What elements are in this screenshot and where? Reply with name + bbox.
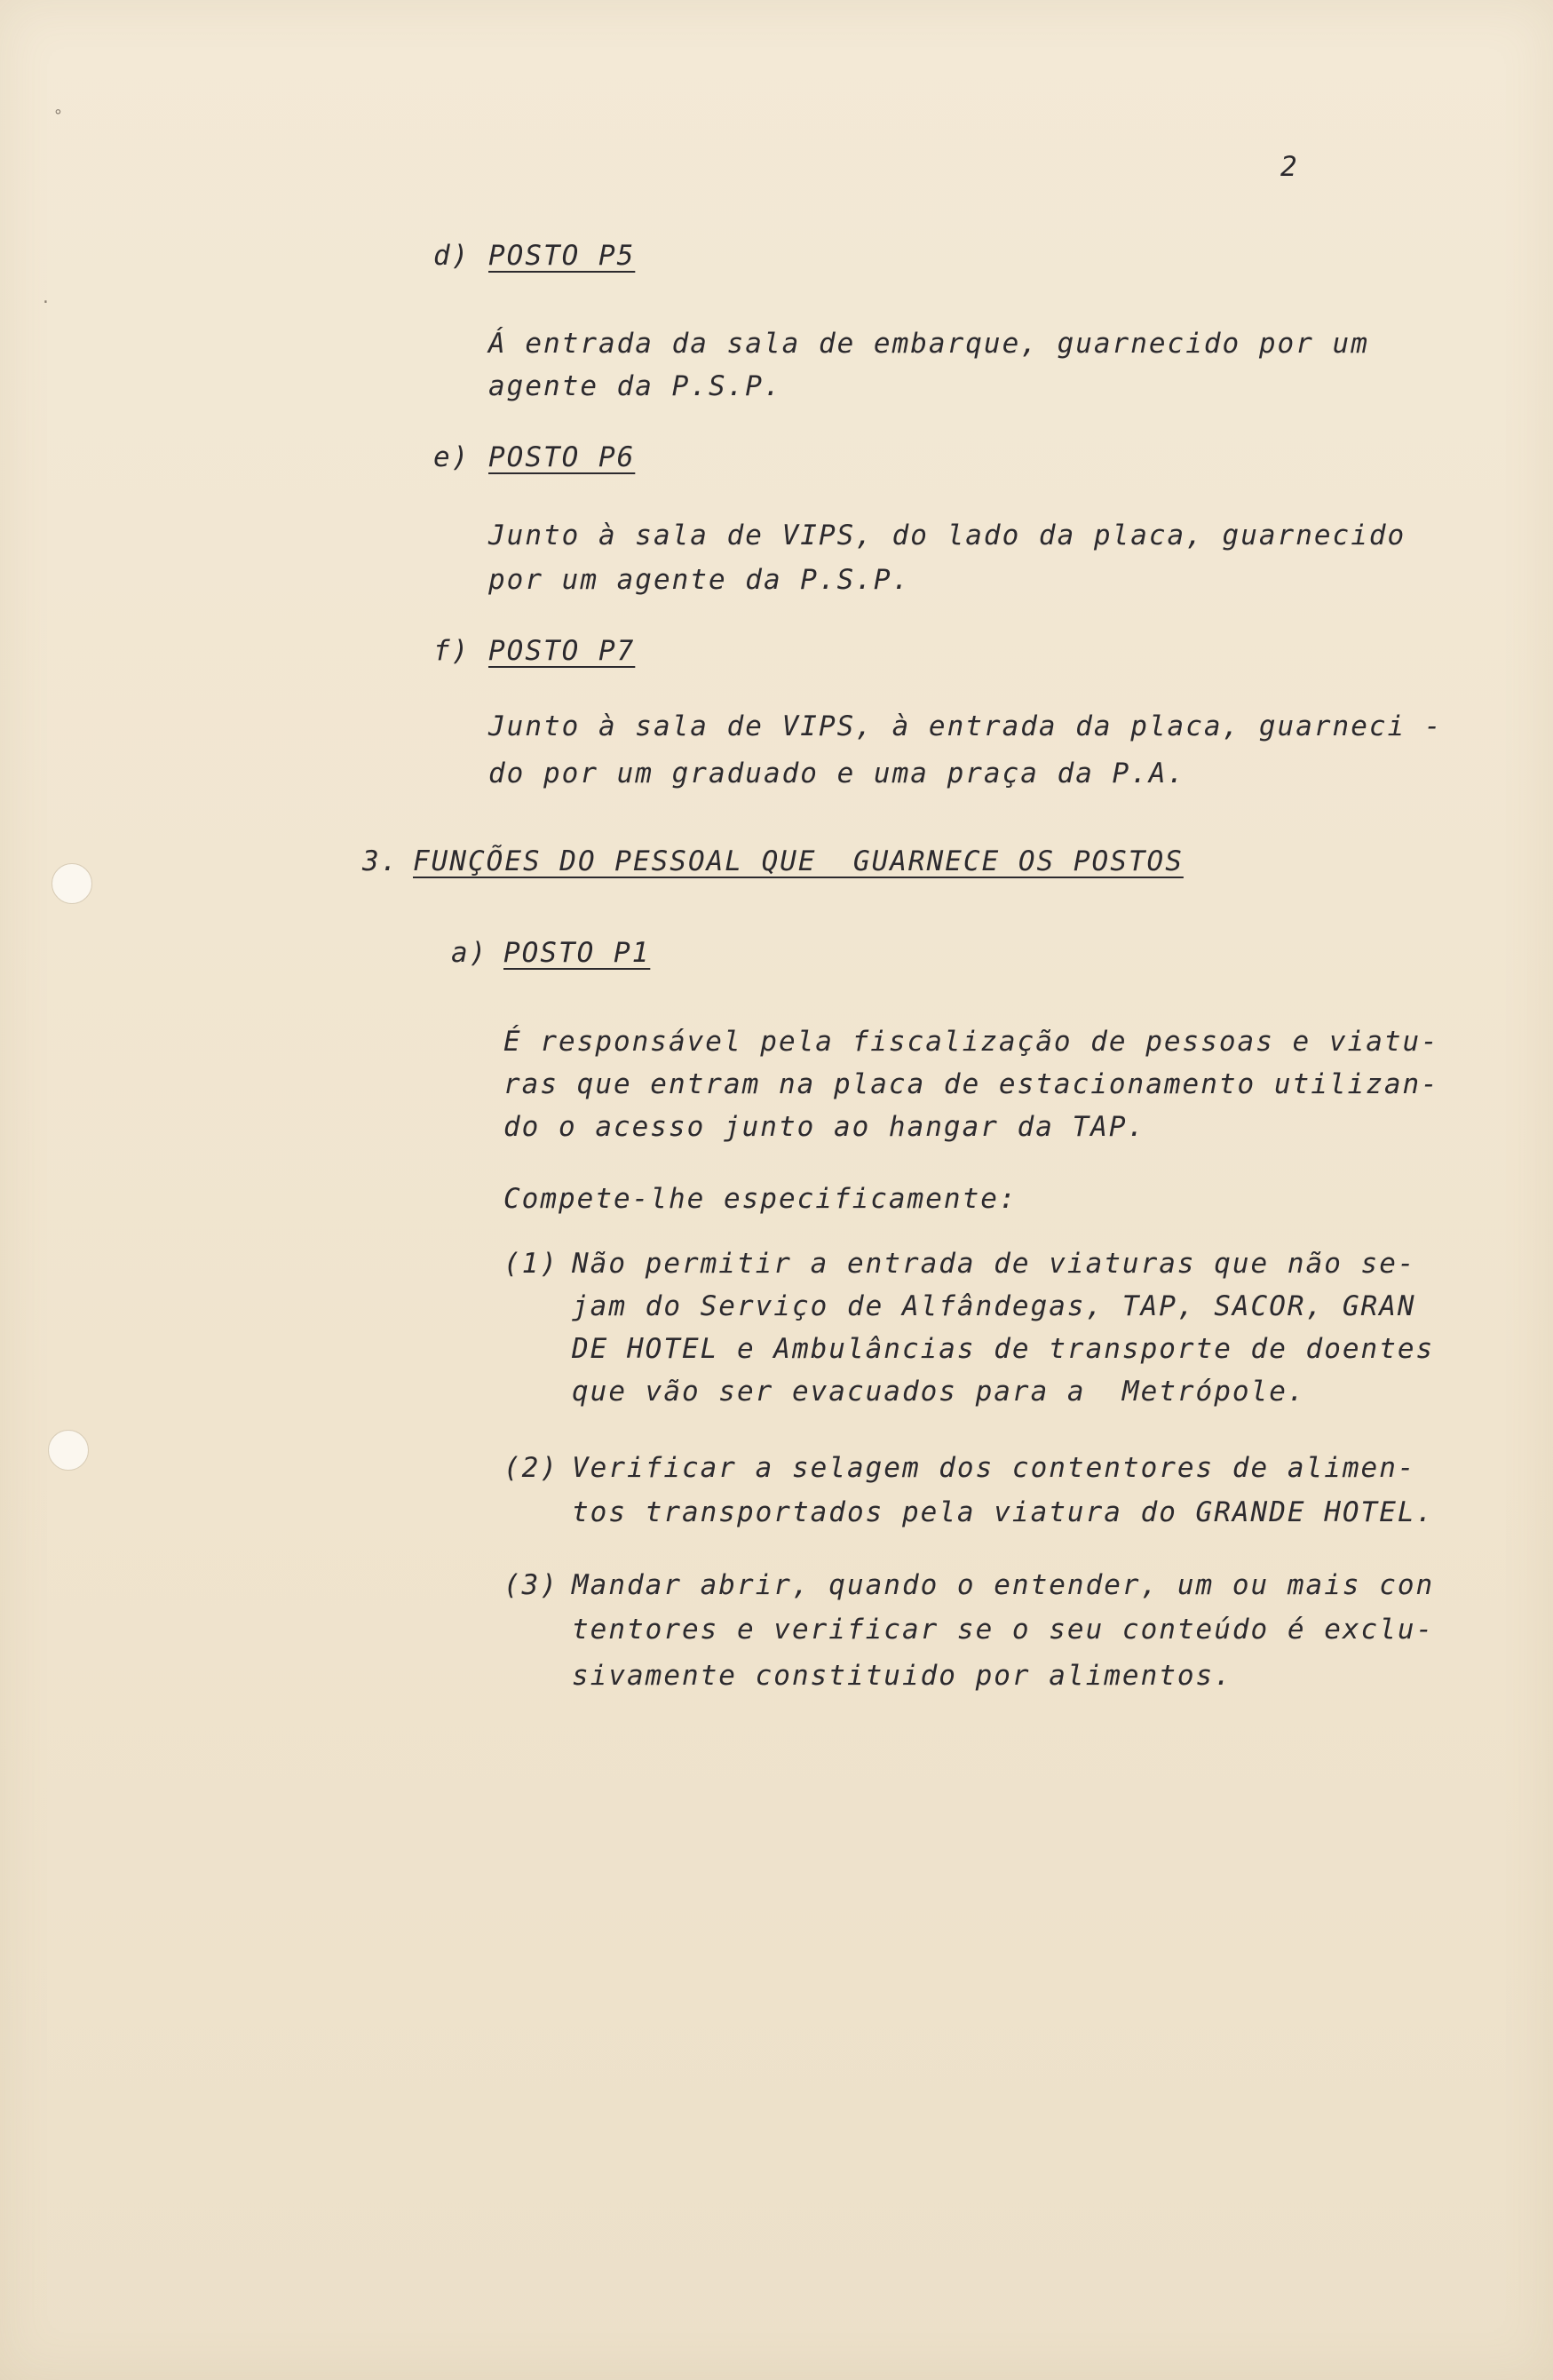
paragraph-line: Junto à sala de VIPS, à entrada da placa, guarneci - [488, 710, 1443, 742]
heading-posto-p5: POSTO P5 [488, 240, 636, 272]
item-label-e: e) [433, 441, 471, 473]
heading-posto-p7: POSTO P7 [488, 635, 636, 667]
paragraph-line: do por um graduado e uma praça da P.A. [488, 758, 1186, 789]
list-item-line: que vão ser evacuados para a Metrópole. [572, 1376, 1306, 1408]
list-item-line: Não permitir a entrada de viaturas que não se- [572, 1248, 1416, 1280]
ink-speck: ° [53, 107, 63, 125]
heading-posto-p1: POSTO P1 [503, 937, 651, 969]
list-item-line: DE HOTEL e Ambulâncias de transporte de doentes [572, 1333, 1435, 1365]
punch-hole-top [52, 863, 92, 904]
list-item-line: Verificar a selagem dos contentores de alimen- [572, 1452, 1416, 1484]
paragraph-line: do o acesso junto ao hangar da TAP. [503, 1111, 1146, 1143]
list-number: (2) [503, 1452, 559, 1484]
paragraph-line: por um agente da P.S.P. [488, 564, 911, 596]
list-item-line: tos transportados pela viatura do GRANDE HOTEL. [572, 1496, 1435, 1528]
paragraph-line: agente da P.S.P. [488, 370, 782, 402]
item-label-a: a) [451, 937, 488, 969]
ink-speck: · [41, 293, 51, 312]
paragraph-line: É responsável pela fiscalização de pessoas e viatu- [503, 1026, 1439, 1058]
heading-posto-p6: POSTO P6 [488, 441, 636, 473]
paragraph-line: ras que entram na placa de estacionamento utilizan- [503, 1068, 1439, 1100]
list-item-line: tentores e verificar se o seu conteúdo é exclu- [572, 1614, 1435, 1646]
list-item-line: Mandar abrir, quando o entender, um ou mais con [572, 1569, 1435, 1601]
list-number: (1) [503, 1248, 559, 1280]
compete-line: Compete-lhe especificamente: [503, 1183, 1018, 1215]
list-item-line: sivamente constituido por alimentos. [572, 1660, 1232, 1692]
item-label-f: f) [433, 635, 471, 667]
item-label-d: d) [433, 240, 471, 272]
list-item-line: jam do Serviço de Alfândegas, TAP, SACOR, GRAN [572, 1290, 1416, 1322]
section-heading: FUNÇÕES DO PESSOAL QUE GUARNECE OS POSTOS [413, 845, 1184, 877]
section-number: 3. [362, 845, 400, 877]
page-number: 2 [1280, 151, 1299, 183]
paragraph-line: Junto à sala de VIPS, do lado da placa, guarnecido [488, 520, 1406, 551]
paragraph-line: Á entrada da sala de embarque, guarnecido por um [488, 328, 1369, 360]
list-number: (3) [503, 1569, 559, 1601]
punch-hole-bottom [48, 1430, 89, 1471]
